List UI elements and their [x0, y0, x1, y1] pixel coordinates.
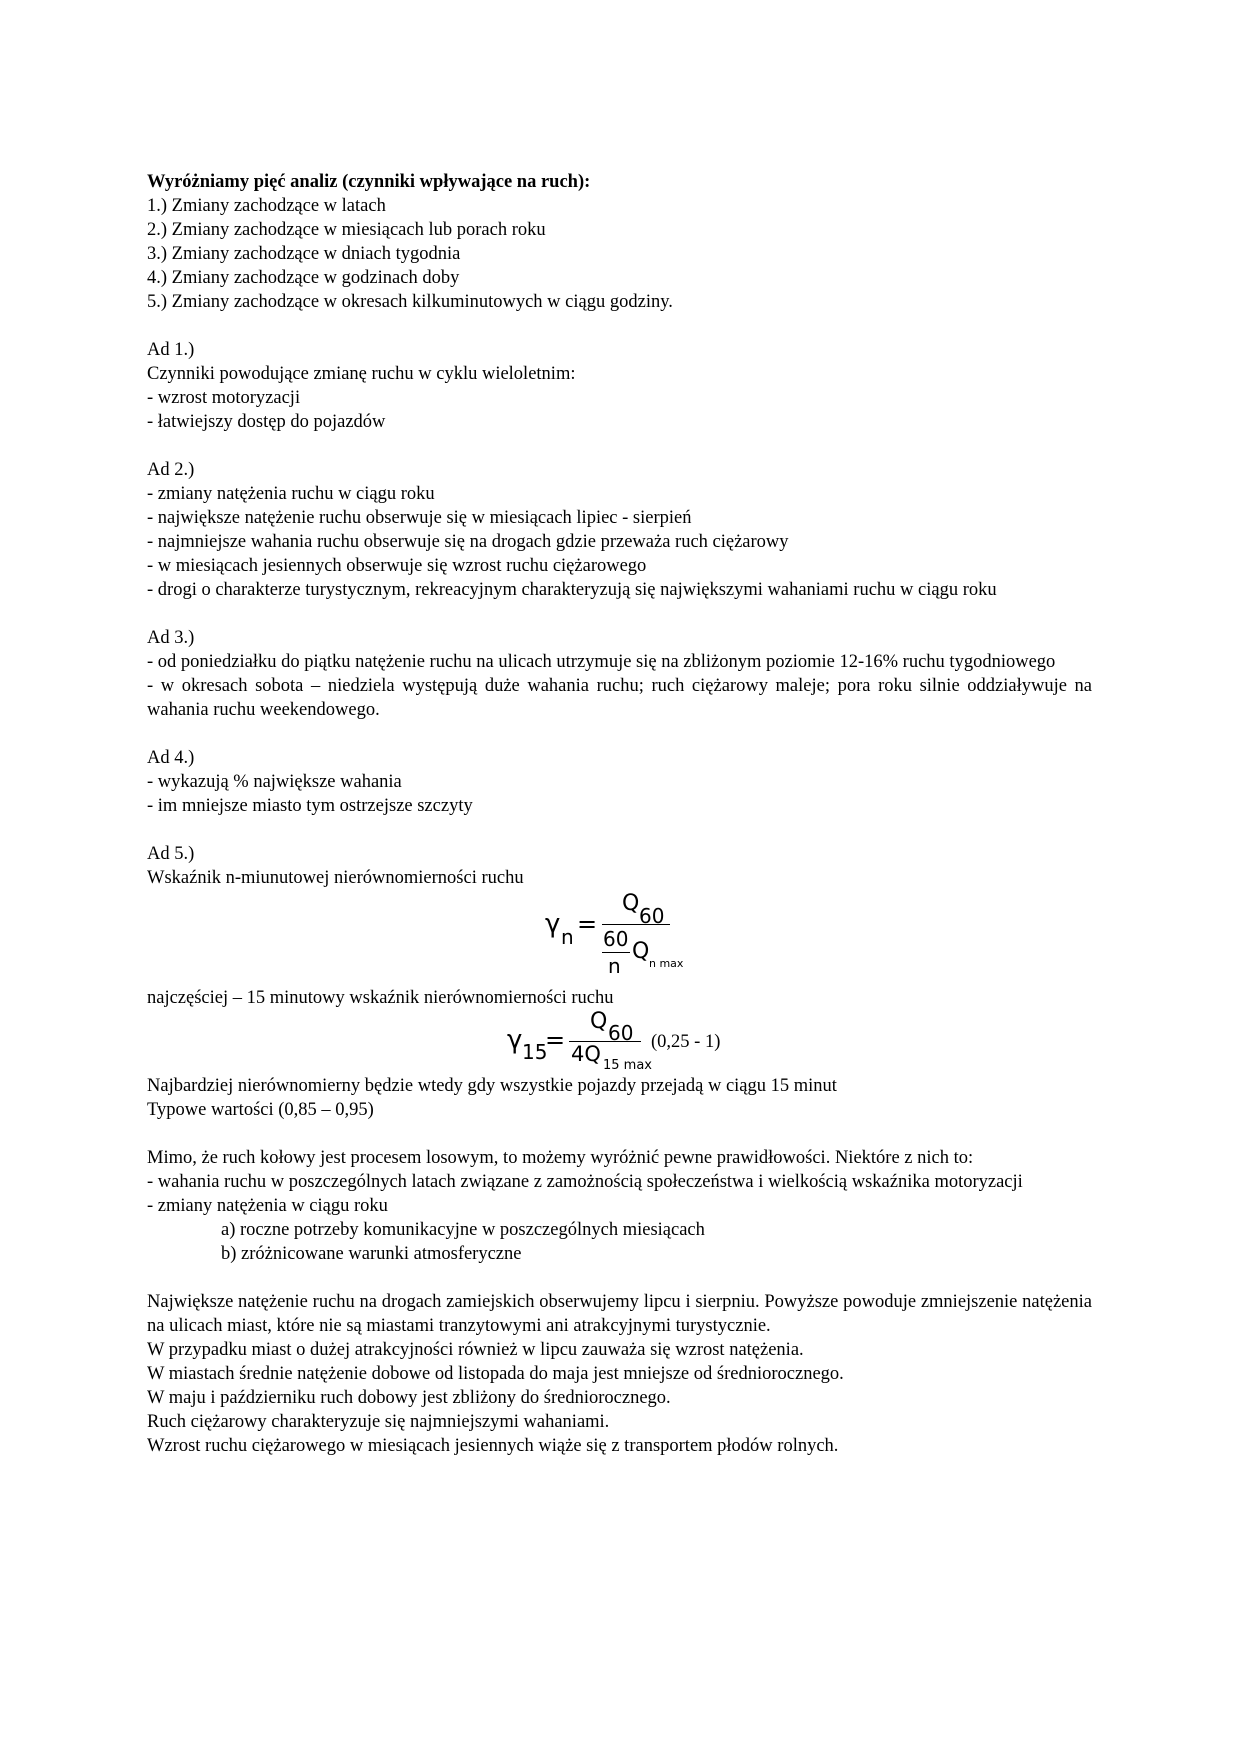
- ad2-line: - największe natężenie ruchu obserwuje się w miesiącach lipiec - sierpień: [147, 508, 692, 528]
- ad2-line: - drogi o charakterze turystycznym, rekreacyjnym charakteryzują się największymi wahaniami ruchu w ciągu roku: [147, 580, 997, 600]
- rules-intro: Mimo, że ruch kołowy jest procesem losowym, to możemy wyróżnić pewne prawidłowości. Niektóre z nich to:: [147, 1148, 974, 1168]
- ad3-line: - od poniedziałku do piątku natężenie ruchu na ulicach utrzymuje się na zbliżonym poziomie 12-16% ruchu tygodniowego: [147, 652, 1056, 672]
- intro-item: 2.) Zmiany zachodzące w miesiącach lub porach roku: [147, 220, 546, 240]
- intro-item: 3.) Zmiany zachodzące w dniach tygodnia: [147, 244, 461, 264]
- formula-n-minute-index: [147, 890, 1092, 986]
- ad5-line: Najbardziej nierównomierny będzie wtedy gdy wszystkie pojazdy przejadą w ciągu 15 minut: [147, 1076, 837, 1096]
- formula2-range: (0,25 - 1): [651, 1032, 721, 1052]
- closing-line: W maju i październiku ruch dobowy jest zbliżony do średniorocznego.: [147, 1388, 671, 1408]
- closing-line: Ruch ciężarowy charakteryzuje się najmniejszymi wahaniami.: [147, 1412, 610, 1432]
- ad1-line: Czynniki powodujące zmianę ruchu w cyklu wieloletnim:: [147, 364, 576, 384]
- ad4-line: - wykazują % największe wahania: [147, 772, 402, 792]
- section-title-ad3: Ad 3.): [147, 628, 195, 648]
- ad2-line: - zmiany natężenia ruchu w ciągu roku: [147, 484, 435, 504]
- intro-item: 4.) Zmiany zachodzące w godzinach doby: [147, 268, 460, 288]
- rules-subitem: b) zróżnicowane warunki atmosferyczne: [221, 1244, 522, 1264]
- ad5-line: Typowe wartości (0,85 – 0,95): [147, 1100, 374, 1120]
- formula1-inner-fraction-bar: [602, 952, 630, 953]
- ad2-line: - najmniejsze wahania ruchu obserwuje się na drogach gdzie przeważa ruch ciężarowy: [147, 532, 789, 552]
- formula1-num-q: Q: [622, 891, 640, 916]
- document-body: [147, 170, 1092, 1458]
- ad3-line: - w okresach sobota – niedziela występują duże wahania ruchu; ruch ciężarowy maleje; pora roku silnie oddziaływuje na wahania ruchu weekendowego.: [147, 676, 1092, 720]
- closing-paragraph: Największe natężenie ruchu na drogach zamiejskich obserwujemy lipcu i sierpniu. Powyższe powoduje zmniejszenie natężenia na ulicach miast, które nie są miastami tranzytowymi ani atrakcyjnymi turystycznie.: [147, 1292, 1092, 1336]
- formula1-equals: =: [577, 910, 598, 938]
- closing-line: W przypadku miast o dużej atrakcyjności również w lipcu zauważa się wzrost natężenia.: [147, 1340, 804, 1360]
- formula2-num-q: Q: [590, 1009, 608, 1034]
- ad5-line: najczęściej – 15 minutowy wskaźnik nierównomierności ruchu: [147, 988, 614, 1008]
- section-title-ad5: Ad 5.): [147, 844, 195, 864]
- ad2-line: - w miesiącach jesiennych obserwuje się wzrost ruchu ciężarowego: [147, 556, 647, 576]
- formula1-den-q-sub: n max: [649, 957, 684, 970]
- closing-line: W miastach średnie natężenie dobowe od listopada do maja jest mniejsze od średniorocznego.: [147, 1364, 844, 1384]
- intro-item: 5.) Zmiany zachodzące w okresach kilkuminutowych w ciągu godziny.: [147, 292, 673, 312]
- section-title-ad1: Ad 1.): [147, 340, 195, 360]
- formula2-gamma: γ: [507, 1025, 523, 1055]
- rules-subitem: a) roczne potrzeby komunikacyjne w poszczególnych miesiącach: [221, 1220, 705, 1240]
- section-title-ad4: Ad 4.): [147, 748, 195, 768]
- formula-15-minute-index: [147, 1010, 1092, 1074]
- formula2-equals: =: [545, 1026, 566, 1054]
- formula2-gamma-sub: 15: [522, 1040, 548, 1064]
- formula2-den-sub: 15 max: [603, 1058, 652, 1073]
- rules-item: - zmiany natężenia w ciągu roku: [147, 1196, 388, 1216]
- formula1-gamma-sub: n: [561, 925, 574, 949]
- formula1-den-n: n: [608, 954, 621, 978]
- formula2-num-sub: 60: [608, 1021, 634, 1045]
- ad1-line: - łatwiejszy dostęp do pojazdów: [147, 412, 386, 432]
- formula1-gamma: γ: [545, 909, 561, 939]
- formula1-den-60: 60: [603, 927, 629, 951]
- ad5-line: Wskaźnik n-miunutowej nierównomierności ruchu: [147, 868, 524, 888]
- ad4-line: - im mniejsze miasto tym ostrzejsze szczyty: [147, 796, 473, 816]
- ad1-line: - wzrost motoryzacji: [147, 388, 301, 408]
- intro-heading: Wyróżniamy pięć analiz (czynniki wpływające na ruch):: [147, 172, 591, 192]
- formula1-fraction-bar: [602, 924, 670, 925]
- closing-line: Wzrost ruchu ciężarowego w miesiącach jesiennych wiąże się z transportem płodów rolnych.: [147, 1436, 839, 1456]
- formula1-num-sub: 60: [639, 904, 665, 928]
- formula2-den: 4Q: [571, 1042, 601, 1066]
- intro-item: 1.) Zmiany zachodzące w latach: [147, 196, 386, 216]
- formula1-den-q: Q: [632, 939, 650, 964]
- section-title-ad2: Ad 2.): [147, 460, 195, 480]
- rules-item: - wahania ruchu w poszczególnych latach związane z zamożnością społeczeństwa i wielkością wskaźnika motoryzacji: [147, 1172, 1023, 1192]
